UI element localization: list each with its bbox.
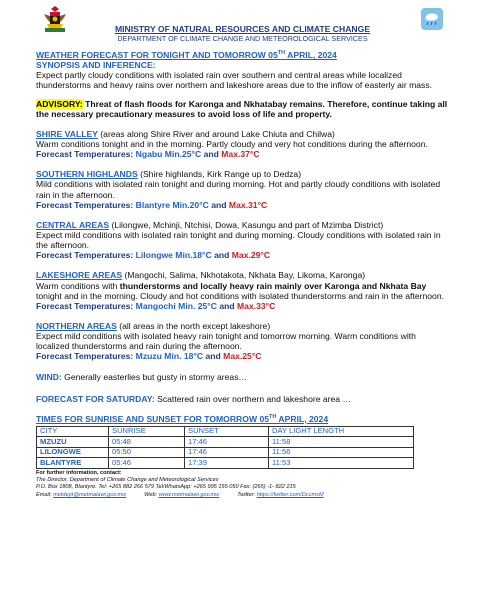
synopsis-text: Expect partly cloudy conditions with isolated rain over southern and central areas while localized thunderstorms and heavy rains over northern and lakeshore areas due to the inflow of easterly air mass. [36,70,433,91]
forecast-temperatures: Forecast Temperatures: Blantyre Min.20°C and Max.31°C [36,199,268,210]
column-header: CITY [37,426,109,437]
website-link[interactable]: www.metmalawi.gov.mw [158,491,220,498]
wind-forecast: WIND: Generally easterlies but gusty in stormy areas… [36,371,248,382]
table-row: BLANTYRE 05:46 17:39 11:53 [37,458,414,469]
column-header: SUNSET [185,426,269,437]
sunrise-sunset-title: TIMES FOR SUNRISE AND SUNSET FOR TOMORROW 05TH APRIL, 2024 [36,413,329,424]
column-header: SUNRISE [109,426,185,437]
section-name: NORTHERN AREAS [36,320,117,331]
forecast-temperatures: Forecast Temperatures: Mangochi Min. 25°C and Max.33°C [36,300,276,311]
synopsis-heading: SYNOPSIS AND INFERENCE: [36,60,156,71]
contact-footer: For further information, contact: The Director, Department of Climate Change and Meteorological Services P.O. Box 1808, Blantyre. Tel: +265 882 266 579 Tel/WhatsApp: +265 995 155 050 Fax: (265) -1- 822 215 Email: metdept@metmalawi.gov.mw Web: www.metmalawi.gov.mw Twitter: https://twitter.com/DccmsM [36,469,324,498]
section-southern-highlands: SOUTHERN HIGHLANDS (Shire highlands, Kirk Range up to Dedza) Mild conditions with isolated rain tonight and during morning. Hot and partly cloudy conditions with isolated rain in the afternoon. Forecast Temperatures: Blantyre Min.20°C and Max.31°C [36,169,449,210]
forecast-temperatures: Forecast Temperatures: Lilongwe Min.18°C and Max.29°C [36,250,271,261]
email-link[interactable]: metdept@metmalawi.gov.mw [53,491,127,498]
sunrise-sunset-table [36,426,414,469]
forecast-temperatures: Forecast Temperatures: Mzuzu Min. 18°C and Max.25°C [36,351,262,362]
table-row: MZUZU 05:48 17:46 11:58 [37,437,414,448]
section-name: CENTRAL AREAS [36,219,110,230]
advisory-label: ADVISORY: [36,98,83,109]
section-shire-valley: SHIRE VALLEY (areas along Shire River and around Lake Chiuta and Chilwa) Warm conditions tonight and in the morning. Partly cloudy and very hot conditions during the afternoon. Forecast Temperatures: Ngabu Min.25°C and Max.37°C [36,129,449,159]
section-text: Warm conditions with thunderstorms and locally heavy rain mainly over Karonga and Nkhata Bay tonight and in the morning. Cloudy and hot conditions with isolated thunderstorms and rain in the afternoon. [36,280,444,301]
section-text: Warm conditions tonight and in the morning. Partly cloudy and very hot conditions during the afternoon. [36,138,428,149]
forecast-temperatures: Forecast Temperatures: Ngabu Min.25°C and Max.37°C [36,149,260,160]
table-row: LILONGWE 05:50 17:46 11:56 [37,447,414,458]
section-name: LAKESHORE AREAS [36,270,123,281]
section-lakeshore-areas: LAKESHORE AREAS (Mangochi, Salima, Nkhotakota, Nkhata Bay, Likoma, Karonga) Warm conditions with thunderstorms and locally heavy rain mainly over Karonga and Nkhata Bay tonight and in the morning. Cloudy and hot conditions with isolated thunderstorms and rain in the afternoon. Forecast Temperatures: Mangochi Min. 25°C and Max.33°C [36,270,449,311]
section-central-areas: CENTRAL AREAS (Lilongwe, Mchinji, Ntchisi, Dowa, Kasungu and part of Mzimba District) Expect mild conditions with isolated rain tonight and during morning. Cloudy conditions with isolated rain in the afternoon. Forecast Temperatures: Lilongwe Min.18°C and Max.29°C [36,220,449,261]
column-header: DAY LIGHT LENGTH [269,426,414,437]
section-northern-areas: NORTHERN AREAS (all areas in the north except lakeshore) Expect mild conditions with isolated heavy rain tonight and tomorrow morning. Warm conditions with localized thunderstorms and rain during the afternoon. Forecast Temperatures: Mzuzu Min. 18°C and Max.25°C [36,321,449,362]
forecast-title: WEATHER FORECAST FOR TONIGHT AND TOMORROW 05TH APRIL, 2024 [36,50,337,60]
advisory-text: Threat of flash floods for Karonga and Nkhatabay remains. Therefore, continue taking all the necessary precautionary measures to avoid loss of life and property. [36,98,448,119]
table-header-row [37,426,414,437]
twitter-link[interactable]: https://twitter.com/DccmsM [256,491,324,498]
section-text: Expect mild conditions with isolated heavy rain tonight and tomorrow morning. Warm conditions with localized thunderstorms and rain during the afternoon. [36,331,416,352]
section-text: Expect mild conditions with isolated rain tonight and during morning. Cloudy conditions with isolated rain in the afternoon. [36,229,441,251]
section-name: SHIRE VALLEY [36,128,98,139]
section-text: Mild conditions with isolated rain tonight and during morning. Hot and partly cloudy conditions with isolated rain in the afternoon. [36,179,441,200]
header [36,0,449,48]
section-name: SOUTHERN HIGHLANDS [36,169,138,180]
ministry-title: MINISTRY OF NATURAL RESOURCES AND CLIMATE CHANGE [114,24,371,34]
department-title: DEPARTMENT OF CLIMATE CHANGE AND METEOROLOGICAL SERVICES [117,34,368,43]
saturday-forecast: FORECAST FOR SATURDAY: Scattered rain over northern and lakeshore area … [36,393,352,404]
advisory [36,99,449,119]
